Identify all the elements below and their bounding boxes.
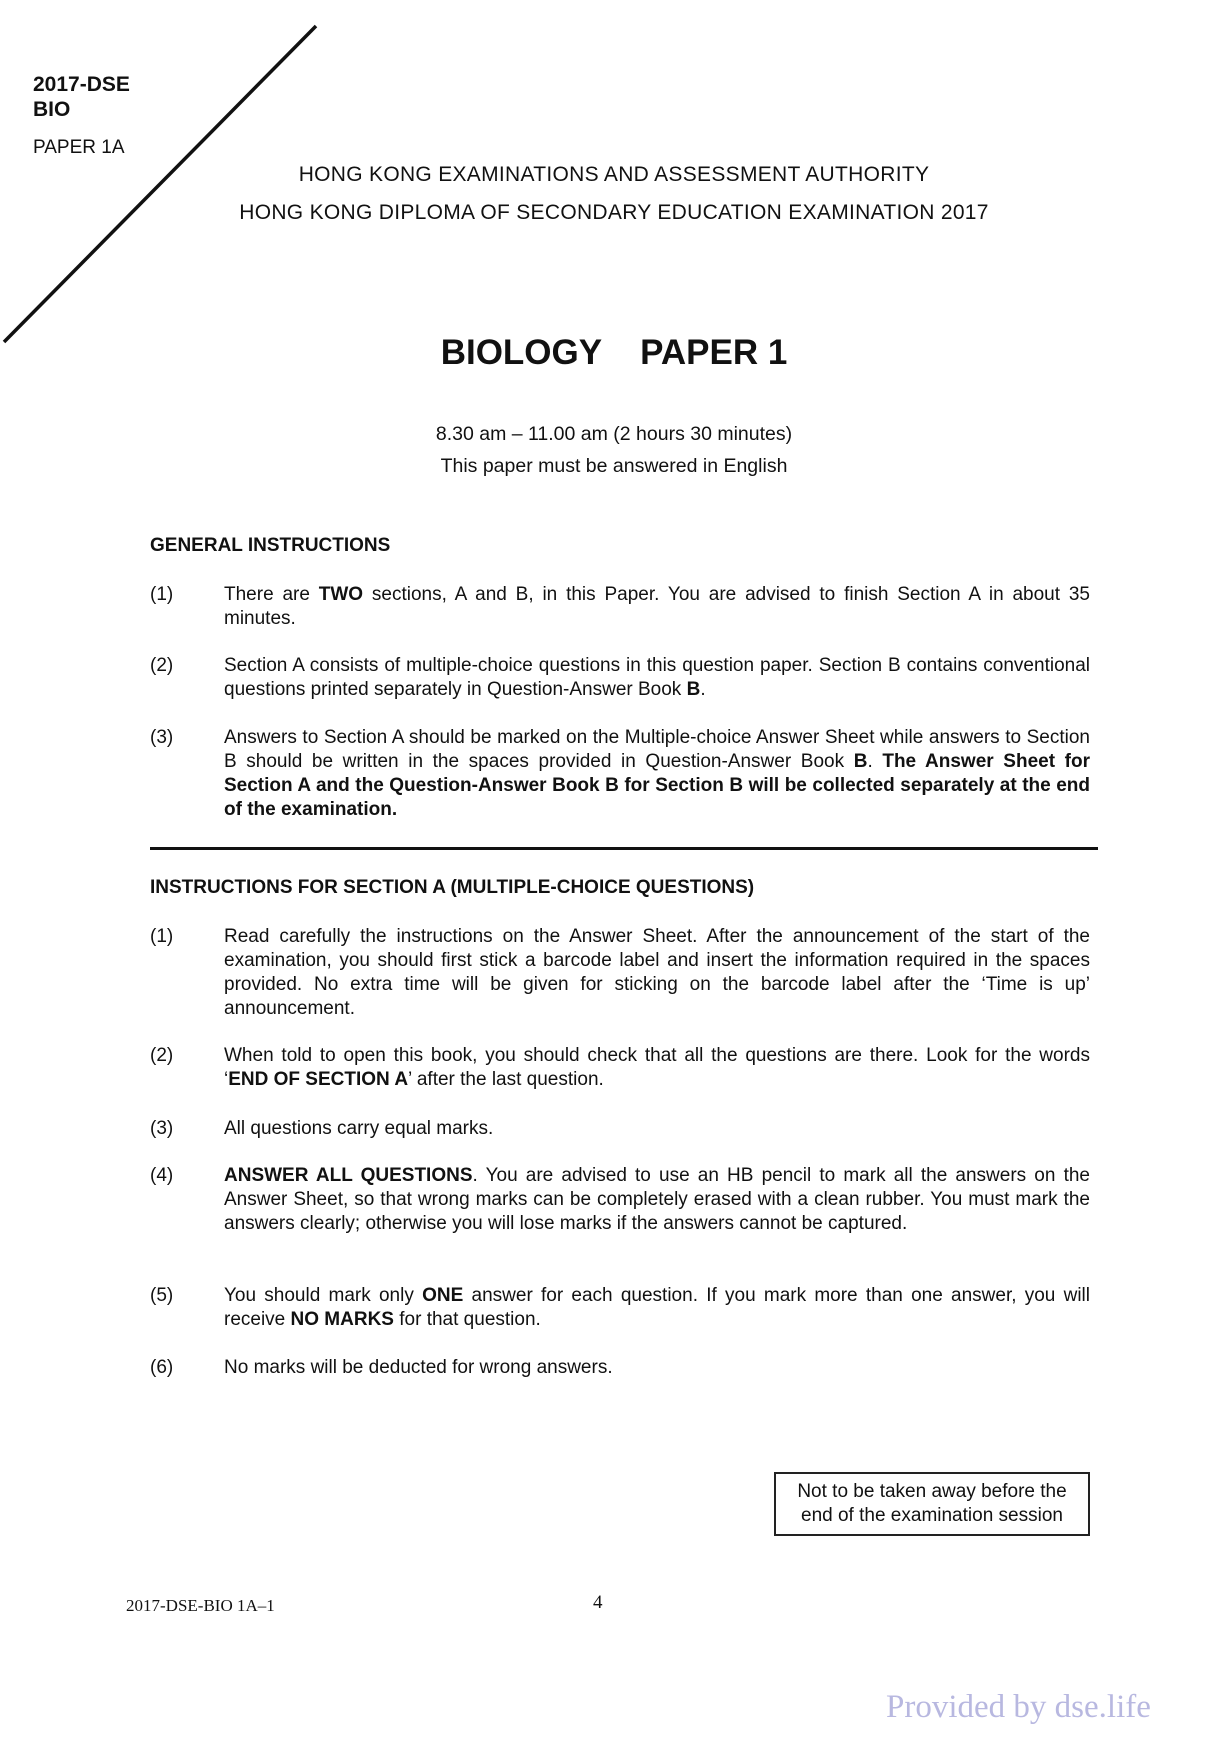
item-text: All questions carry equal marks. — [224, 1118, 494, 1139]
item-number: (1) — [150, 584, 174, 605]
section-a-instruction-1 — [150, 925, 1090, 1021]
item-number: (2) — [150, 1045, 174, 1066]
retention-notice-box — [774, 1472, 1090, 1536]
item-text: There are TWO sections, A and B, in this Paper. You are advised to finish Section A in about 35 minutes. — [224, 584, 1090, 629]
section-a-instruction-3 — [150, 1117, 1090, 1141]
watermark-text: Provided by dse.life — [886, 1689, 1151, 1725]
item-number: (3) — [150, 1118, 174, 1139]
item-number: (4) — [150, 1165, 174, 1186]
item-text: When told to open this book, you should check that all the questions are there. Look for the words ‘END OF SECTION A’ after the last question. — [224, 1045, 1090, 1090]
footer-paper-code: 2017-DSE-BIO 1A–1 — [126, 1596, 275, 1615]
general-instruction-1 — [150, 583, 1090, 631]
general-instruction-2 — [150, 654, 1090, 702]
paper-title — [0, 333, 1228, 373]
section-divider — [150, 847, 1098, 850]
item-number: (3) — [150, 727, 174, 748]
general-instruction-3 — [150, 726, 1090, 822]
section-a-heading: INSTRUCTIONS FOR SECTION A (MULTIPLE-CHOICE QUESTIONS) — [150, 877, 755, 898]
notice-line-2: end of the examination session — [801, 1505, 1063, 1526]
section-a-instruction-4 — [150, 1164, 1090, 1236]
section-a-instruction-2 — [150, 1044, 1090, 1092]
item-text: No marks will be deducted for wrong answers. — [224, 1357, 613, 1378]
exam-time: 8.30 am – 11.00 am (2 hours 30 minutes) — [435, 423, 793, 445]
item-number: (5) — [150, 1285, 174, 1306]
item-text: You should mark only ONE answer for each question. If you mark more than one answer, you will receive NO MARKS for that question. — [224, 1285, 1090, 1330]
item-text: Section A consists of multiple-choice questions in this question paper. Section B contains conventional questions printed separately in Question-Answer Book B. — [224, 655, 1090, 700]
general-instructions-heading: GENERAL INSTRUCTIONS — [150, 535, 391, 556]
section-a-instruction-5 — [150, 1284, 1090, 1332]
exam-name: HONG KONG DIPLOMA OF SECONDARY EDUCATION EXAMINATION 2017 — [239, 201, 989, 224]
authority-name: HONG KONG EXAMINATIONS AND ASSESSMENT AUTHORITY — [298, 163, 930, 186]
page-number: 4 — [593, 1592, 603, 1613]
item-text: Answers to Section A should be marked on the Multiple-choice Answer Sheet while answers to Section B should be written in the spaces provided in Question-Answer Book B. The Answer Sheet for Section A and the Question-Answer Book B for Section B will be collected separately at the end of the examination. — [224, 727, 1090, 820]
paper-code-line1: 2017-DSE — [33, 73, 130, 96]
paper-code-line2: BIO — [33, 98, 71, 121]
section-a-instruction-6 — [150, 1356, 1090, 1380]
paper-number: PAPER 1A — [33, 137, 125, 158]
language-note: This paper must be answered in English — [440, 455, 788, 477]
item-number: (2) — [150, 655, 174, 676]
item-text: ANSWER ALL QUESTIONS. You are advised to use an HB pencil to mark all the answers on the Answer Sheet, so that wrong marks can be completely erased with a clean rubber. You must mark the answers clearly; otherwise you will lose marks if the answers cannot be captured. — [224, 1165, 1090, 1234]
subject-title: BIOLOGY — [440, 333, 603, 372]
paper-title-number: PAPER 1 — [640, 333, 788, 372]
item-number: (6) — [150, 1357, 174, 1378]
notice-line-1: Not to be taken away before the — [797, 1481, 1067, 1502]
item-text: Read carefully the instructions on the Answer Sheet. After the announcement of the start of the examination, you should first stick a barcode label and insert the information required in the spaces provided. No extra time will be given for sticking on the barcode label after the ‘Time is up’ announcement. — [224, 926, 1090, 1019]
item-number: (1) — [150, 926, 174, 947]
